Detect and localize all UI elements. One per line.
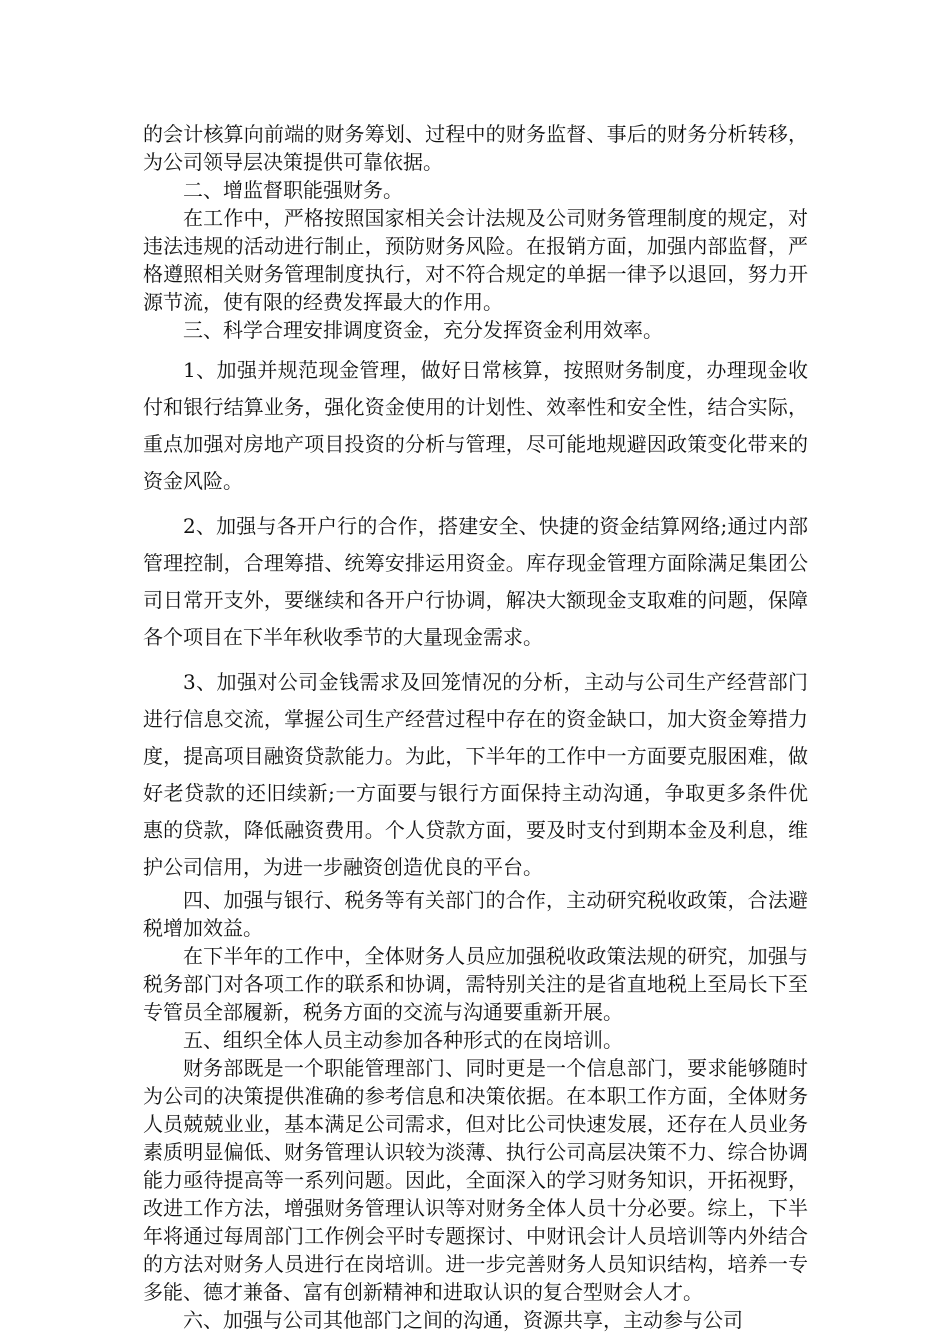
- paragraph-tax: 在下半年的工作中，全体财务人员应加强税收政策法规的研究，加强与税务部门对各项工作的联系和协调，需特别关注的是省直地税上至局长下至专管员全部履新，税务方面的交流与沟通要重新开展。: [143, 944, 808, 1024]
- document-body: [143, 120, 808, 1334]
- list-item-3-funding-analysis: 3、加强对公司金钱需求及回笼情况的分析，主动与公司生产经营部门进行信息交流，掌握公司生产经营过程中存在的资金缺口，加大资金筹措力度，提高项目融资贷款能力。为此，下半年的工作中一方面要克服困难，做好老贷款的还旧续新;一方面要与银行方面保持主动沟通，争取更多条件优惠的贷款，降低融资费用。个人贷款方面，要及时支付到期本金及利息，维护公司信用，为进一步融资创造优良的平台。: [143, 670, 808, 879]
- paragraph-supervision: 在工作中，严格按照国家相关会计法规及公司财务管理制度的规定，对违法违规的活动进行制止，预防财务风险。在报销方面，加强内部监督，严格遵照相关财务管理制度执行，对不符合规定的单据一律予以退回，努力开源节流，使有限的经费发挥最大的作用。: [143, 206, 808, 314]
- section-heading-6: 六、加强与公司其他部门之间的沟通，资源共享，主动参与公司: [183, 1308, 743, 1332]
- section-heading-4: 四、加强与银行、税务等有关部门的合作，主动研究税收政策，合法避税增加效益。: [143, 888, 808, 940]
- section-heading-3: 三、科学合理安排调度资金，充分发挥资金利用效率。: [183, 318, 663, 342]
- list-item-1-cash-management: 1、加强并规范现金管理，做好日常核算，按照财务制度，办理现金收付和银行结算业务，强化资金使用的计划性、效率性和安全性，结合实际，重点加强对房地产项目投资的分析与管理，尽可能地规避因政策变化带来的资金风险。: [143, 358, 808, 493]
- section-heading-2: 二、增监督职能强财务。: [183, 178, 403, 202]
- list-item-2-bank-cooperation: 2、加强与各开户行的合作，搭建安全、快捷的资金结算网络;通过内部管理控制，合理筹措、统筹安排运用资金。库存现金管理方面除满足集团公司日常开支外，要继续和各开户行协调，解决大额现金支取难的问题，保障各个项目在下半年秋收季节的大量现金需求。: [143, 514, 808, 649]
- paragraph-training: 财务部既是一个职能管理部门、同时更是一个信息部门，要求能够随时为公司的决策提供准确的参考信息和决策依据。在本职工作方面，全体财务人员兢兢业业，基本满足公司需求，但对比公司快速发展，还存在人员业务素质明显偏低、财务管理认识较为淡薄、执行公司高层决策不力、综合协调能力亟待提高等一系列问题。因此，全面深入的学习财务知识，开拓视野，改进工作方法，增强财务管理认识等对财务全体人员十分必要。综上，下半年将通过每周部门工作例会平时专题探讨、中财讯会计人员培训等内外结合的方法对财务人员进行在岗培训。进一步完善财务人员知识结构，培养一专多能、德才兼备、富有创新精神和进取认识的复合型财会人才。: [143, 1056, 808, 1304]
- paragraph-continuation: 的会计核算向前端的财务筹划、过程中的财务监督、事后的财务分析转移，为公司领导层决策提供可靠依据。: [143, 122, 808, 174]
- section-heading-5: 五、组织全体人员主动参加各种形式的在岗培训。: [183, 1028, 623, 1052]
